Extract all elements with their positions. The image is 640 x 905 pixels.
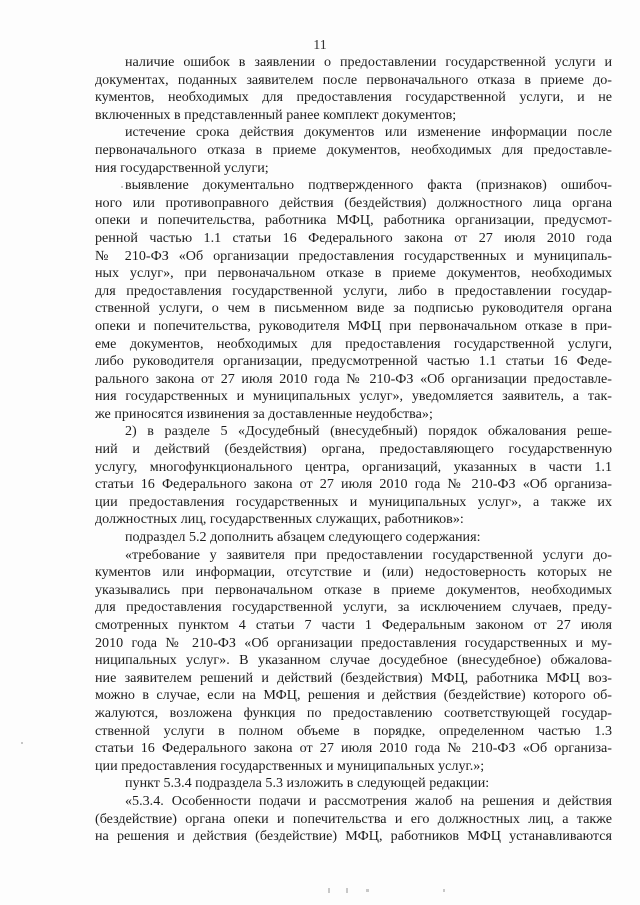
text-line: «5.3.4. Особенности подачи и рассмотрения жалоб на решения и действия	[125, 792, 612, 809]
text-line: на решения и действия (бездействие) МФЦ, работников МФЦ устанавливаются	[95, 828, 612, 845]
text-line: должностных лиц, государственных служащих, работников»:	[95, 511, 464, 528]
text-line: ственной услуги в полном объеме в порядке, определенном частью 1.3	[95, 722, 612, 739]
text-line: первоначального отказа в приеме документов, необходимых для предоставле-	[95, 141, 612, 158]
text-line: смотренных пунктом 4 статьи 7 части 1 Федеральным законом от 27 июля	[95, 617, 612, 633]
scan-speck	[21, 742, 23, 744]
text-line: кументов или информации, отсутствие и (или) недостоверность которых не	[95, 564, 612, 581]
text-line: статьи 16 Федерального закона от 27 июля 2010 года № 210-ФЗ «Об организа-	[95, 740, 612, 757]
text-line: 2010 года № 210-ФЗ «Об организации предоставления государственных и му-	[95, 634, 612, 651]
text-line: рального закона от 27 июля 2010 года № 210-ФЗ «Об организации предоставле-	[95, 370, 612, 387]
text-line: «требование у заявителя при предоставлении государственной услуги до-	[125, 546, 612, 563]
text-line: услугу, многофункционального центра, организаций, указанных в части 1.1	[95, 458, 612, 475]
text-line: 2) в разделе 5 «Досудебный (внесудебный) порядок обжалования реше-	[125, 423, 612, 440]
scan-mark	[366, 889, 369, 892]
text-line: ренной частью 1.1 статьи 16 Федерального закона от 27 июля 2010 года	[95, 229, 612, 246]
text-line: (бездействие) органа опеки и попечительства и его должностных лиц, а также	[95, 810, 612, 827]
text-line: опеки и попечительства, работника МФЦ, работника организации, предусмот-	[95, 212, 612, 229]
page-number: 11	[313, 38, 327, 53]
text-line: ние заявителем решений и действий (бездействия) МФЦ, работника МФЦ воз-	[95, 669, 612, 686]
scan-mark	[346, 888, 348, 893]
text-line: подраздел 5.2 дополнить абзацем следующего содержания:	[125, 529, 481, 546]
text-line: для предоставления государственной услуги, за исключением случаев, преду-	[95, 599, 612, 616]
text-line: выявление документально подтвержденного факта (признаков) ошибоч-	[125, 177, 612, 194]
text-line: наличие ошибок в заявлении о предоставлении государственной услуги и	[125, 54, 612, 70]
text-line: еме документов, необходимых для предоставления государственной услуги,	[95, 335, 612, 352]
text-line: же приносятся извинения за доставленные неудобства»;	[95, 405, 433, 422]
text-line: ственной услуги, о чем в письменном виде за подписью руководителя органа	[95, 300, 612, 317]
text-line: ного или противоправного действия (бездействия) должностного лица органа	[95, 194, 612, 211]
text-line: ния государственных и муниципальных услуг», уведомляется заявитель, а так-	[95, 388, 612, 405]
text-line: ния государственной услуги;	[95, 159, 269, 176]
text-line: включенных в представленный ранее комплект документов;	[95, 106, 457, 123]
text-line: либо руководителя организации, предусмотренной частью 1.1 статьи 16 Феде-	[95, 353, 612, 370]
text-line: жалуются, возложена функция по предоставлению соответствующей государ-	[95, 704, 612, 721]
text-line: ных услуг», при первоначальном отказе в приеме документов, необходимых	[95, 265, 612, 282]
scan-mark	[443, 889, 445, 892]
body-text	[95, 54, 612, 846]
text-line: истечение срока действия документов или изменение информации после	[125, 124, 612, 141]
text-line: можно в случае, если на МФЦ, решения и действия (бездействие) которого об-	[95, 687, 612, 704]
text-line: статьи 16 Федерального закона от 27 июля 2010 года № 210-ФЗ «Об организа-	[95, 476, 612, 493]
scan-speck	[121, 186, 123, 188]
text-line: указывались при первоначальном отказе в приеме документов, необходимых	[95, 581, 612, 598]
text-line: опеки и попечительства, руководителя МФЦ при первоначальном отказе в при-	[95, 317, 612, 334]
text-line: для предоставления государственной услуги, либо в предоставлении государ-	[95, 282, 612, 299]
text-line: документах, поданных заявителем после первоначального отказа в приеме до-	[95, 71, 612, 88]
text-line: пункт 5.3.4 подраздела 5.3 изложить в следующей редакции:	[125, 775, 490, 792]
text-line: № 210-ФЗ «Об организации предоставления государственных и муниципаль-	[95, 247, 612, 264]
text-line: ниципальных услуг». В указанном случае досудебное (внесудебное) обжалова-	[95, 652, 612, 669]
text-line: ции предоставления государственных и муниципальных услуг», а также их	[95, 493, 612, 510]
scan-mark	[328, 888, 330, 893]
text-line: кументов, необходимых для предоставления государственной услуги, и не	[95, 89, 612, 106]
text-line: ний и действий (бездействия) органа, предоставляющего государственную	[95, 441, 612, 458]
text-line: ции предоставления государственных и муниципальных услуг.»;	[95, 757, 485, 774]
